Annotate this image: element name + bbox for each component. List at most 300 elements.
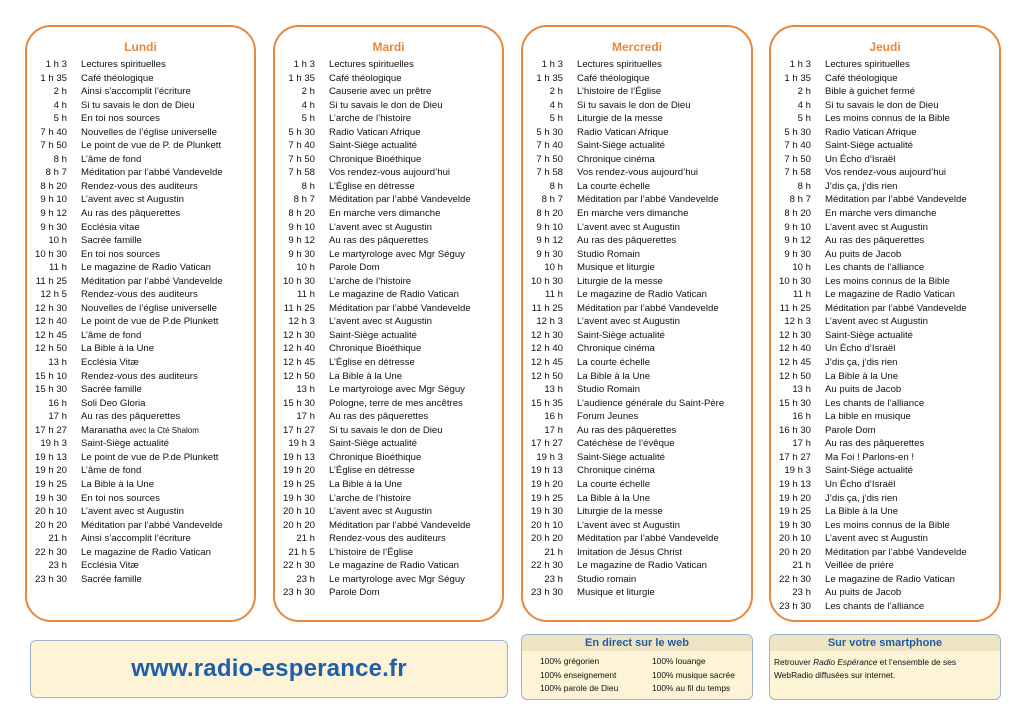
program-name: L’avent avec st Augustin bbox=[81, 194, 184, 206]
program-title bbox=[577, 315, 751, 329]
program-name: Un Écho d’Israël bbox=[825, 478, 896, 490]
program-title bbox=[81, 207, 254, 221]
program-title bbox=[825, 58, 999, 72]
program-name: Ainsi s’accomplit l’écriture bbox=[81, 86, 191, 98]
program-name: Le magazine de Radio Vatican bbox=[81, 262, 211, 274]
program-name: Si tu savais le don de Dieu bbox=[81, 99, 195, 111]
program-title bbox=[81, 519, 254, 533]
schedule-row bbox=[27, 356, 254, 370]
program-time: 7 h 58 bbox=[784, 167, 811, 179]
program-time: 15 h 30 bbox=[34, 384, 67, 396]
program-time: 20 h 20 bbox=[34, 519, 67, 531]
program-title bbox=[81, 492, 254, 506]
program-title bbox=[577, 356, 751, 370]
schedule-row bbox=[771, 58, 999, 72]
schedule-row bbox=[523, 383, 751, 397]
schedule-row bbox=[523, 451, 751, 465]
program-title bbox=[81, 221, 254, 235]
program-title bbox=[577, 302, 751, 316]
program-time: 19 h 3 bbox=[288, 438, 315, 450]
schedule-row bbox=[275, 464, 502, 478]
program-title bbox=[577, 248, 751, 262]
day-column-lundi bbox=[25, 25, 256, 622]
program-title bbox=[825, 478, 999, 492]
schedule-row bbox=[27, 221, 254, 235]
program-title bbox=[825, 370, 999, 384]
program-name: La courte échelle bbox=[577, 357, 651, 369]
schedule-row bbox=[275, 546, 502, 560]
web-radio-item[interactable]: 100% grégorien bbox=[540, 656, 600, 666]
program-title bbox=[825, 559, 999, 573]
program-title bbox=[81, 193, 254, 207]
program-time: 16 h bbox=[544, 411, 563, 423]
schedule-row bbox=[27, 166, 254, 180]
program-name: Catéchèse de l’évêque bbox=[577, 438, 675, 450]
schedule-row bbox=[523, 221, 751, 235]
program-time: 10 h bbox=[296, 262, 315, 274]
schedule-row bbox=[27, 139, 254, 153]
program-name: En marche vers dimanche bbox=[577, 208, 689, 220]
program-title bbox=[577, 234, 751, 248]
schedule-row bbox=[771, 573, 999, 587]
program-name: La Bible à la Une bbox=[577, 370, 651, 382]
day-column-mercredi bbox=[521, 25, 753, 622]
program-name: Chronique Bioéthique bbox=[329, 451, 422, 463]
program-title bbox=[81, 180, 254, 194]
program-name: L’avent avec st Augustin bbox=[825, 533, 928, 545]
program-name: Méditation par l’abbé Vandevelde bbox=[577, 533, 719, 545]
schedule-row bbox=[523, 356, 751, 370]
program-title bbox=[329, 437, 502, 451]
program-time: 12 h 50 bbox=[34, 343, 67, 355]
program-name: Sacrée famille bbox=[81, 384, 142, 396]
schedule-row bbox=[275, 383, 502, 397]
program-time: 2 h bbox=[797, 86, 811, 98]
program-time: 7 h 50 bbox=[40, 140, 67, 152]
program-time: 1 h 35 bbox=[536, 72, 563, 84]
program-title bbox=[81, 342, 254, 356]
program-time: 19 h 25 bbox=[530, 492, 563, 504]
program-name: Saint-Siège actualité bbox=[577, 140, 665, 152]
smartphone-text-end: et l’ensemble de ses WebRadio diffusées sur internet. bbox=[774, 657, 957, 680]
program-title bbox=[577, 72, 751, 86]
program-name: Sacrée famille bbox=[81, 235, 142, 247]
program-name: Café théologique bbox=[81, 72, 154, 84]
program-name: Méditation par l’abbé Vandevelde bbox=[825, 194, 967, 206]
program-title bbox=[329, 207, 502, 221]
schedule-row bbox=[771, 288, 999, 302]
program-name: Café théologique bbox=[329, 72, 402, 84]
program-name: Vos rendez-vous aujourd’hui bbox=[329, 167, 451, 179]
schedule-row bbox=[771, 126, 999, 140]
day-column-jeudi bbox=[769, 25, 1001, 622]
program-name: Imitation de Jésus Christ bbox=[577, 546, 683, 558]
program-time: 17 h bbox=[296, 411, 315, 423]
program-time: 11 h 25 bbox=[35, 275, 67, 287]
schedule-row bbox=[771, 437, 999, 451]
program-title bbox=[825, 586, 999, 600]
schedule-row bbox=[275, 302, 502, 316]
program-time: 19 h 30 bbox=[282, 492, 315, 504]
program-title bbox=[825, 261, 999, 275]
web-radio-item[interactable]: 100% musique sacrée bbox=[652, 669, 735, 680]
program-name: La Bible à la Une bbox=[329, 370, 403, 382]
schedule-row bbox=[275, 126, 502, 140]
program-name: Saint-Siège actualité bbox=[81, 438, 169, 450]
program-title bbox=[577, 573, 751, 587]
program-name: Méditation par l’abbé Vandevelde bbox=[81, 167, 223, 179]
program-time: 1 h 3 bbox=[541, 59, 563, 70]
program-name: Saint-Siège actualité bbox=[825, 140, 913, 152]
program-name: Méditation par l’abbé Vandevelde bbox=[825, 302, 967, 314]
program-title bbox=[81, 166, 254, 180]
web-radio-item[interactable]: 100% parole de Dieu bbox=[540, 683, 619, 693]
program-title bbox=[329, 519, 502, 533]
schedule-row bbox=[27, 437, 254, 451]
program-name: Café théologique bbox=[577, 72, 650, 84]
program-title bbox=[329, 248, 502, 262]
schedule-row bbox=[275, 112, 502, 126]
program-name: Bible à guichet fermé bbox=[825, 86, 916, 98]
program-name: Le magazine de Radio Vatican bbox=[577, 560, 707, 572]
program-time: 12 h 30 bbox=[34, 302, 67, 314]
program-name: Parole Dom bbox=[329, 587, 380, 599]
program-title bbox=[825, 126, 999, 140]
schedule-row bbox=[27, 193, 254, 207]
program-time: 22 h 30 bbox=[34, 546, 67, 558]
schedule-row bbox=[275, 248, 502, 262]
program-time: 22 h 30 bbox=[282, 560, 315, 572]
program-time: 7 h 40 bbox=[536, 140, 563, 152]
schedule-row bbox=[771, 275, 999, 289]
program-time: 7 h 58 bbox=[288, 167, 315, 179]
schedule-row bbox=[523, 424, 751, 438]
program-name: Le martyrologe avec Mgr Séguy bbox=[329, 384, 465, 396]
program-name: Méditation par l’abbé Vandevelde bbox=[329, 519, 471, 531]
program-time: 4 h bbox=[797, 99, 811, 111]
schedule-row bbox=[275, 193, 502, 207]
program-name: L’avent avec st Augustin bbox=[577, 316, 680, 328]
schedule-row bbox=[523, 573, 751, 587]
schedule-row bbox=[771, 261, 999, 275]
program-title bbox=[577, 397, 751, 411]
program-title bbox=[329, 315, 502, 329]
program-title bbox=[825, 315, 999, 329]
program-time: 5 h bbox=[53, 113, 67, 125]
program-name: En toi nos sources bbox=[81, 113, 160, 125]
program-time: 12 h 30 bbox=[530, 329, 563, 341]
schedule-row bbox=[523, 302, 751, 316]
program-time: 10 h 30 bbox=[530, 275, 563, 287]
schedule-row bbox=[523, 275, 751, 289]
program-name: Au ras des pâquerettes bbox=[81, 411, 181, 423]
program-time: 12 h 40 bbox=[282, 343, 315, 355]
program-name: Au ras des pâquerettes bbox=[577, 235, 677, 247]
web-radio-item[interactable]: 100% louange bbox=[652, 656, 706, 666]
program-name: Les moins connus de la Bible bbox=[825, 519, 950, 531]
schedule-row bbox=[523, 505, 751, 519]
program-name: Forum Jeunes bbox=[577, 411, 639, 423]
schedule-row bbox=[523, 315, 751, 329]
program-title bbox=[329, 288, 502, 302]
schedule-row bbox=[275, 573, 502, 587]
program-name: L’audience générale du Saint-Père bbox=[577, 397, 725, 409]
program-title bbox=[81, 370, 254, 384]
program-time: 22 h 30 bbox=[530, 560, 563, 572]
schedule-list bbox=[771, 54, 999, 613]
program-name: La Bible à la Une bbox=[577, 492, 651, 504]
program-time: 5 h bbox=[797, 113, 811, 125]
program-time: 15 h 30 bbox=[282, 397, 315, 409]
program-title bbox=[825, 288, 999, 302]
program-title bbox=[577, 58, 751, 72]
program-title bbox=[577, 478, 751, 492]
program-name: L’âme de fond bbox=[81, 329, 142, 341]
smartphone-title: Sur votre smartphone bbox=[770, 635, 1000, 651]
program-name: Parole Dom bbox=[825, 424, 876, 436]
program-title bbox=[329, 573, 502, 587]
schedule-row bbox=[771, 72, 999, 86]
program-name: Au ras des pâquerettes bbox=[825, 235, 925, 247]
program-name: Si tu savais le don de Dieu bbox=[329, 424, 443, 436]
program-title bbox=[81, 437, 254, 451]
schedule-row bbox=[275, 315, 502, 329]
program-time: 23 h 30 bbox=[282, 587, 315, 599]
website-link[interactable]: www.radio-esperance.fr bbox=[131, 655, 407, 682]
program-name: Liturgie de la messe bbox=[577, 506, 663, 518]
program-time: 20 h 20 bbox=[282, 519, 315, 531]
program-time: 5 h 30 bbox=[784, 126, 811, 138]
program-time: 16 h bbox=[48, 397, 67, 409]
schedule-row bbox=[771, 329, 999, 343]
schedule-row bbox=[523, 397, 751, 411]
day-title: Mardi bbox=[372, 40, 405, 54]
schedule-row bbox=[523, 72, 751, 86]
schedule-row bbox=[275, 492, 502, 506]
schedule-row bbox=[771, 370, 999, 384]
program-title bbox=[329, 302, 502, 316]
program-name: Ecclésia Vitæ bbox=[81, 357, 139, 369]
program-name: Vos rendez-vous aujourd’hui bbox=[577, 167, 699, 179]
program-name: La courte échelle bbox=[577, 180, 651, 192]
program-title bbox=[81, 505, 254, 519]
program-title bbox=[577, 166, 751, 180]
program-time: 8 h 20 bbox=[536, 208, 563, 220]
program-title bbox=[329, 532, 502, 546]
schedule-row bbox=[523, 478, 751, 492]
program-time: 19 h 13 bbox=[282, 451, 315, 463]
program-name: Les moins connus de la Bible bbox=[825, 113, 950, 125]
program-name: En marche vers dimanche bbox=[329, 208, 441, 220]
program-time: 11 h bbox=[297, 289, 315, 301]
program-title bbox=[329, 505, 502, 519]
schedule-row bbox=[771, 519, 999, 533]
schedule-row bbox=[523, 248, 751, 262]
program-title bbox=[825, 99, 999, 113]
program-title bbox=[825, 139, 999, 153]
program-name: Radio Vatican Afrique bbox=[329, 126, 421, 138]
program-title bbox=[825, 505, 999, 519]
program-time: 12 h 5 bbox=[40, 289, 67, 301]
program-title bbox=[577, 370, 751, 384]
schedule-row bbox=[523, 329, 751, 343]
schedule-row bbox=[27, 546, 254, 560]
program-title bbox=[81, 573, 254, 587]
program-name: Sacrée famille bbox=[81, 573, 142, 585]
program-name: Les chants de l’alliance bbox=[825, 397, 925, 409]
program-name: L’arche de l’histoire bbox=[329, 492, 412, 504]
program-title bbox=[81, 85, 254, 99]
program-title bbox=[329, 451, 502, 465]
program-time: 9 h 30 bbox=[536, 248, 563, 260]
schedule-row bbox=[523, 492, 751, 506]
program-title bbox=[329, 166, 502, 180]
program-time: 17 h bbox=[544, 424, 563, 436]
program-title bbox=[825, 72, 999, 86]
program-time: 21 h bbox=[792, 560, 811, 572]
program-title bbox=[329, 492, 502, 506]
schedule-row bbox=[275, 72, 502, 86]
program-time: 19 h 13 bbox=[34, 451, 67, 463]
schedule-row bbox=[27, 424, 254, 438]
program-time: 9 h 10 bbox=[784, 221, 811, 233]
program-title bbox=[81, 72, 254, 86]
program-name: Le magazine de Radio Vatican bbox=[825, 289, 955, 301]
program-name: L’histoire de l’Église bbox=[329, 546, 414, 558]
day-title: Lundi bbox=[124, 40, 157, 54]
program-title bbox=[329, 356, 502, 370]
program-name: L’avent avec st Augustin bbox=[329, 316, 432, 328]
schedule-row bbox=[275, 532, 502, 546]
web-radio-item[interactable]: 100% enseignement bbox=[540, 669, 617, 680]
program-time: 10 h bbox=[792, 262, 811, 274]
program-title bbox=[825, 180, 999, 194]
smartphone-box bbox=[769, 634, 1001, 700]
program-time: 12 h 50 bbox=[282, 370, 315, 382]
program-time: 12 h 30 bbox=[778, 329, 811, 341]
program-title bbox=[81, 356, 254, 370]
schedule-row bbox=[275, 261, 502, 275]
schedule-row bbox=[27, 315, 254, 329]
program-title bbox=[81, 532, 254, 546]
web-radio-item[interactable]: 100% au fil du temps bbox=[652, 683, 731, 693]
program-name: Au puits de Jacob bbox=[825, 587, 902, 599]
program-name: Rendez-vous des auditeurs bbox=[81, 289, 198, 301]
program-title bbox=[81, 112, 254, 126]
schedule-row bbox=[27, 207, 254, 221]
program-name: Les moins connus de la Bible bbox=[825, 275, 950, 287]
program-title bbox=[329, 464, 502, 478]
program-name: La Bible à la Une bbox=[81, 343, 155, 355]
program-time: 10 h 30 bbox=[778, 275, 811, 287]
program-name: J’dis ça, j’dis rien bbox=[825, 357, 898, 369]
program-name: Liturgie de la messe bbox=[577, 275, 663, 287]
program-time: 8 h bbox=[549, 180, 563, 192]
program-name: Café théologique bbox=[825, 72, 898, 84]
schedule-list bbox=[523, 54, 751, 600]
program-time: 12 h 40 bbox=[530, 343, 563, 355]
program-name: Studio Romain bbox=[577, 248, 640, 260]
schedule-row bbox=[27, 153, 254, 167]
program-name: En toi nos sources bbox=[81, 248, 160, 260]
program-name: Le martyrologe avec Mgr Séguy bbox=[329, 248, 465, 260]
program-name: La Bible à la Une bbox=[825, 506, 899, 518]
schedule-row bbox=[523, 180, 751, 194]
program-title bbox=[81, 261, 254, 275]
schedule-row bbox=[275, 139, 502, 153]
schedule-list bbox=[275, 54, 502, 600]
program-time: 1 h 35 bbox=[40, 72, 67, 84]
schedule-row bbox=[523, 261, 751, 275]
program-time: 12 h 45 bbox=[778, 357, 811, 369]
program-title bbox=[825, 600, 999, 614]
program-time: 21 h bbox=[544, 546, 563, 558]
program-time: 13 h bbox=[296, 384, 315, 396]
program-title bbox=[577, 532, 751, 546]
schedule-row bbox=[523, 437, 751, 451]
schedule-row bbox=[771, 166, 999, 180]
program-name: Le martyrologe avec Mgr Séguy bbox=[329, 573, 465, 585]
program-name: Au ras des pâquerettes bbox=[577, 424, 677, 436]
schedule-row bbox=[27, 234, 254, 248]
schedule-row bbox=[523, 234, 751, 248]
program-name: Ma Foi ! Parlons-en ! bbox=[825, 451, 915, 463]
program-time: 17 h bbox=[792, 438, 811, 450]
schedule-row bbox=[771, 492, 999, 506]
schedule-row bbox=[771, 139, 999, 153]
schedule-row bbox=[275, 221, 502, 235]
program-title bbox=[81, 464, 254, 478]
program-time: 12 h 45 bbox=[34, 329, 67, 341]
program-time: 15 h 10 bbox=[34, 370, 67, 382]
program-name: L’Église en détresse bbox=[329, 180, 415, 192]
program-name: Pologne, terre de mes ancêtres bbox=[329, 397, 463, 409]
schedule-row bbox=[27, 72, 254, 86]
program-time: 13 h bbox=[48, 357, 67, 369]
schedule-row bbox=[275, 166, 502, 180]
program-title bbox=[577, 126, 751, 140]
program-name: Chronique cinéma bbox=[577, 153, 655, 165]
program-name: L’arche de l’histoire bbox=[329, 275, 412, 287]
program-name: La Bible à la Une bbox=[81, 478, 155, 490]
program-title bbox=[825, 492, 999, 506]
program-time: 8 h bbox=[797, 180, 811, 192]
program-name: La bible en musique bbox=[825, 411, 911, 423]
program-time: 22 h 30 bbox=[778, 573, 811, 585]
schedule-row bbox=[275, 586, 502, 600]
program-time: 2 h bbox=[549, 86, 563, 98]
program-title bbox=[81, 99, 254, 113]
program-time: 17 h 27 bbox=[34, 424, 67, 436]
schedule-row bbox=[771, 464, 999, 478]
program-time: 9 h 12 bbox=[536, 235, 563, 247]
program-title bbox=[329, 112, 502, 126]
schedule-row bbox=[771, 478, 999, 492]
program-title bbox=[329, 234, 502, 248]
program-note: avec la Cté Shalom bbox=[129, 425, 199, 435]
schedule-row bbox=[523, 126, 751, 140]
day-title: Mercredi bbox=[611, 40, 663, 54]
program-time: 10 h 30 bbox=[34, 248, 67, 260]
program-time: 5 h bbox=[301, 113, 315, 125]
program-time: 20 h 20 bbox=[530, 533, 563, 545]
program-time: 1 h 35 bbox=[784, 72, 811, 84]
program-time: 9 h 10 bbox=[288, 221, 315, 233]
program-name: Maranatha bbox=[81, 424, 127, 436]
program-title bbox=[577, 464, 751, 478]
program-title bbox=[825, 329, 999, 343]
program-title bbox=[825, 451, 999, 465]
